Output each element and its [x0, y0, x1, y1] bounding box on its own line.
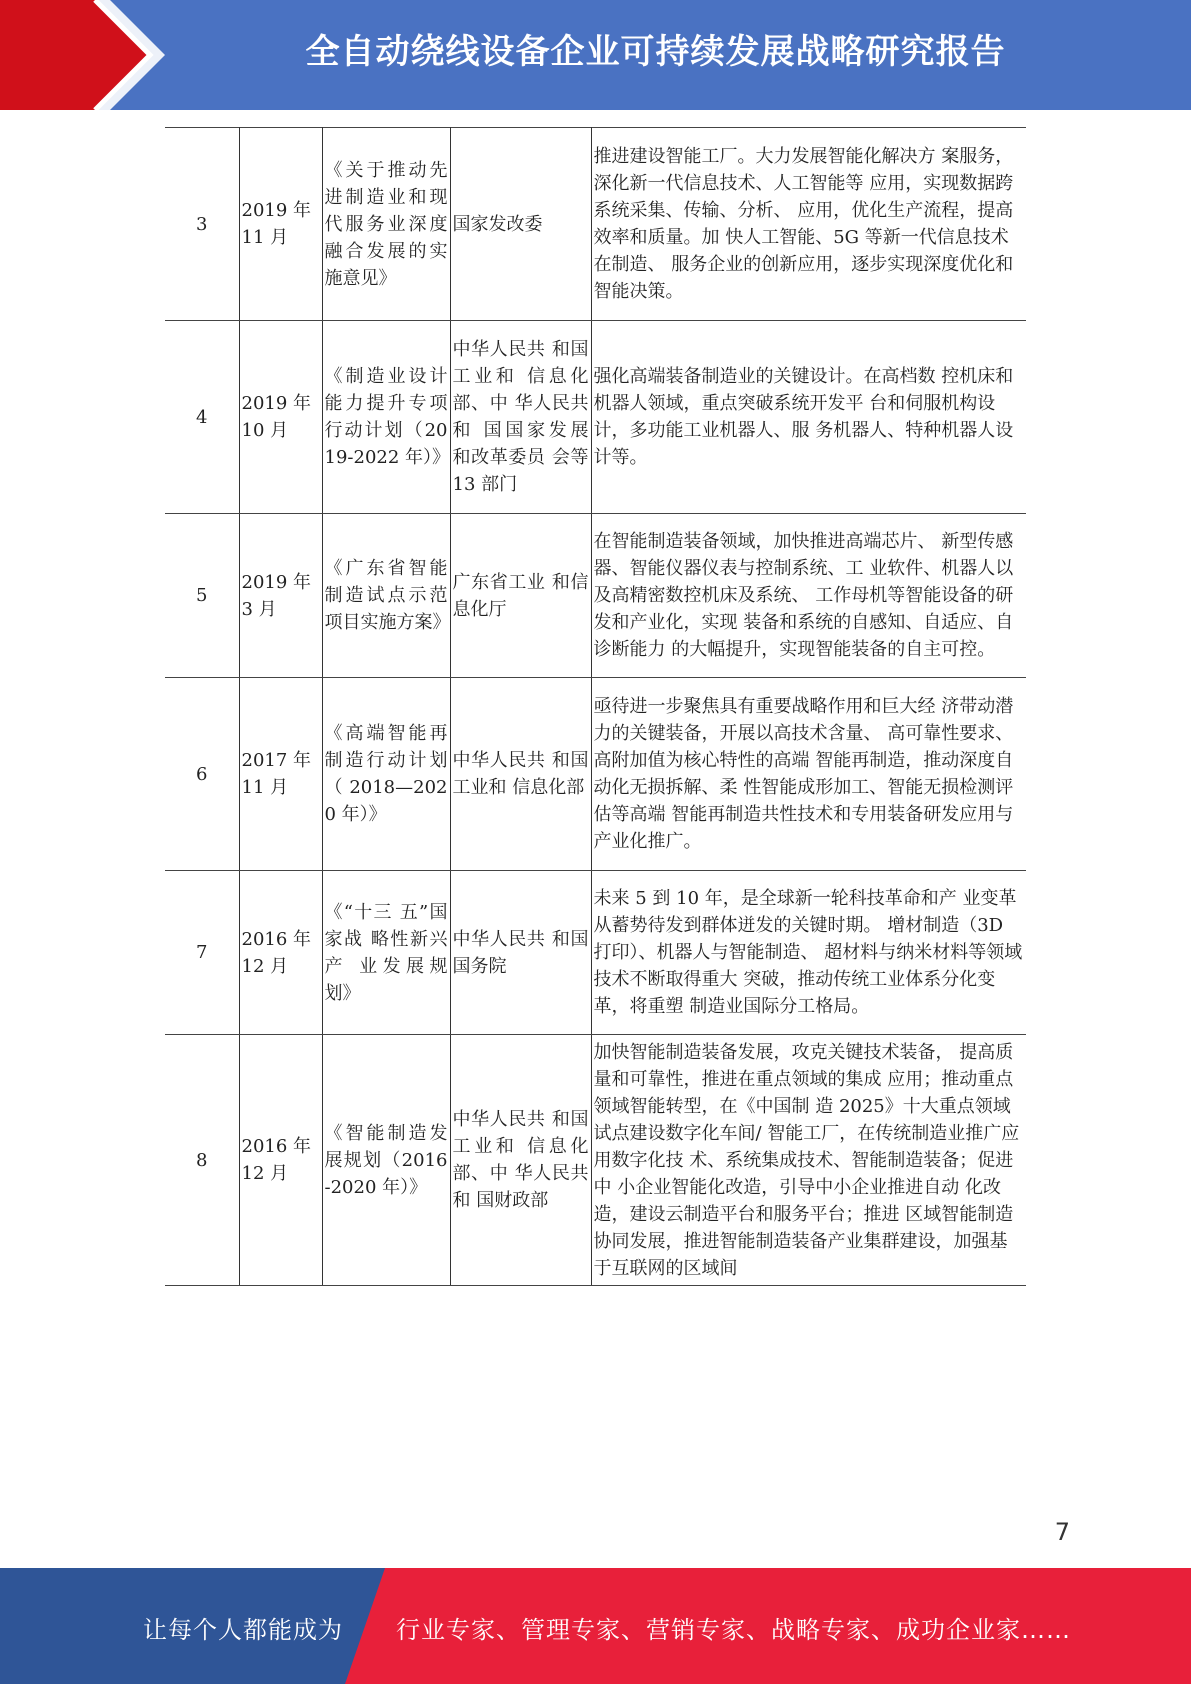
issuing-department: 中华人民共 和国国务院	[450, 871, 591, 1035]
policy-content: 未来 5 到 10 年，是全球新一轮科技革命和产 业变革从蓄势待发到群体迸发的关键时期。 增材制造（3D 打印）、机器人与智能制造、 超材料与纳米材料等领域技术不断取得重大 突破，推动传统工业体系分化变革，将重塑 制造业国际分工格局。	[591, 871, 1026, 1035]
page-footer	[0, 1568, 1191, 1684]
table-row	[165, 128, 1026, 321]
policy-title: 《广东省智能制造试点示范项目实施方案》	[322, 514, 450, 678]
row-number: 4	[165, 321, 239, 514]
issuing-department: 广东省工业 和信息化厅	[450, 514, 591, 678]
row-number: 3	[165, 128, 239, 321]
table-row	[165, 514, 1026, 678]
row-number: 7	[165, 871, 239, 1035]
release-date: 2016 年 12 月	[239, 871, 322, 1035]
page-number: 7	[1054, 1518, 1070, 1546]
policy-content: 亟待进一步聚焦具有重要战略作用和巨大经 济带动潜力的关键装备，开展以高技术含量、 高可靠性要求、高附加值为核心特性的高端 智能再制造，推动深度自动化无损拆解、柔 性智能成形加工、智能无损检测评估等高端 智能再制造共性技术和专用装备研发应用与 产业化推广。	[591, 678, 1026, 871]
policy-content	[591, 1035, 1026, 1286]
policy-content-text: 加快智能制造装备发展，攻克关键技术装备， 提高质量和可靠性，推进在重点领域的集成 应用；推动重点领域智能转型，在《中国制 造 2025》十大重点领域试点建设数字化车间/ 智能工厂，在传统制造业推广应用数字化技 术、系统集成技术、智能制造装备；促进中 小企业智能化改造，引导中小企业推进自动 化改造，建设云制造平台和服务平台；推进 区域智能制造协同发展，推进智能制造装备产业集群建设，加强基于互联网的区域间	[593, 1041, 1020, 1279]
policy-title: 《“十三 五”国家战 略性新兴产 业发展规 划》	[322, 871, 450, 1035]
policy-title: 《关于推动先进制造业和现代服务业深度融合发展的实施意见》	[322, 128, 450, 321]
row-number: 8	[165, 1035, 239, 1286]
row-number: 5	[165, 514, 239, 678]
footer-slogan-left: 让每个人都能成为	[143, 1616, 343, 1644]
policy-table	[165, 127, 1026, 1286]
table-row	[165, 1035, 1026, 1286]
release-date: 2019 年 3 月	[239, 514, 322, 678]
page-header	[0, 0, 1191, 110]
issuing-department: 中华人民共 和国工业和 信息化部、中 华人民共和 国国家发展 和改革委员 会等 13 部门	[450, 321, 591, 514]
table-row	[165, 678, 1026, 871]
policy-title: 《高端智能再制造行动计划（2018—2020 年）》	[322, 678, 450, 871]
issuing-department: 中华人民共 和国工业和 信息化部	[450, 678, 591, 871]
row-number: 6	[165, 678, 239, 871]
release-date: 2019 年 11 月	[239, 128, 322, 321]
policy-content: 推进建设智能工厂。大力发展智能化解决方 案服务，深化新一代信息技术、人工智能等 应用，实现数据跨系统采集、传输、分析、 应用，优化生产流程，提高效率和质量。加 快人工智能、5G 等新一代信息技术在制造、 服务企业的创新应用，逐步实现深度优化和 智能决策。	[591, 128, 1026, 321]
table-row	[165, 871, 1026, 1035]
issuing-department: 国家发改委	[450, 128, 591, 321]
policy-title: 《制造业设计能力提升专项行动计划（2019-2022 年）》	[322, 321, 450, 514]
release-date: 2019 年 10 月	[239, 321, 322, 514]
table-row	[165, 321, 1026, 514]
release-date: 2016 年 12 月	[239, 1035, 322, 1286]
issuing-department: 中华人民共 和国工业和 信息化部、中 华人民共和 国财政部	[450, 1035, 591, 1286]
report-title: 全自动绕线设备企业可持续发展战略研究报告	[305, 32, 1006, 72]
policy-title: 《智能制造发展规划（2016-2020 年）》	[322, 1035, 450, 1286]
policy-content: 强化高端装备制造业的关键设计。在高档数 控机床和机器人领域，重点突破系统开发平 台和伺服机构设计，多功能工业机器人、服 务机器人、特种机器人设计等。	[591, 321, 1026, 514]
release-date: 2017 年 11 月	[239, 678, 322, 871]
policy-content: 在智能制造装备领域，加快推进高端芯片、 新型传感器、智能仪器仪表与控制系统、工 业软件、机器人以及高精密数控机床及系统、 工作母机等智能设备的研发和产业化，实现 装备和系统的自感知、自适应、自诊断能力 的大幅提升，实现智能装备的自主可控。	[591, 514, 1026, 678]
footer-slogan-right: 行业专家、管理专家、营销专家、战略专家、成功企业家……	[396, 1616, 1071, 1644]
